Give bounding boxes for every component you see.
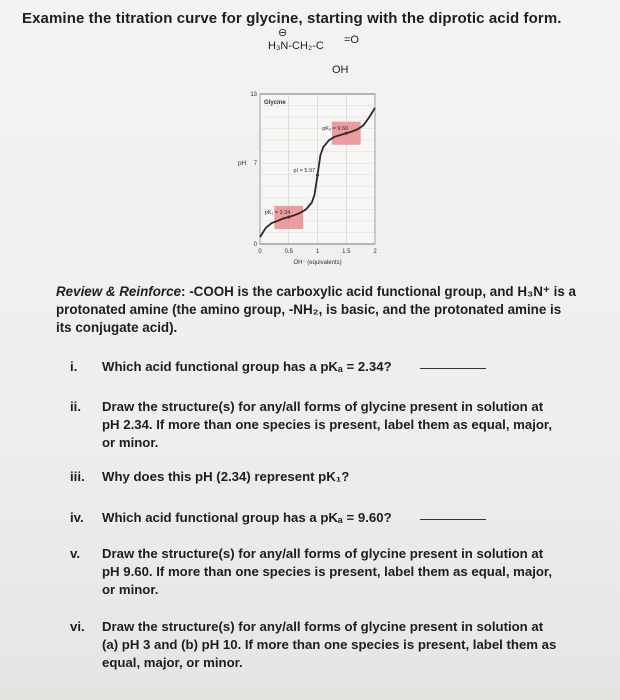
question-number: i. (70, 359, 78, 374)
question-text: Draw the structure(s) for any/all forms of glycine present in solution at pH 2.34. If more than one species is present, label them as equal, major, or minor. (102, 399, 552, 450)
answer-blank[interactable] (420, 518, 486, 520)
page-title: Examine the titration curve for glycine, starting with the diprotic acid form. (22, 10, 562, 27)
annotation-label: pK₂ = 9.60 (322, 126, 349, 133)
structure-formula: H₃N-CH₂-C (268, 40, 324, 52)
titration-chart-svg (230, 84, 390, 269)
question-text: Why does this pH (2.34) represent pK₁? (102, 469, 350, 484)
annotation-label: pI = 5.97 (293, 168, 316, 175)
question-text: Which acid functional group has a pKₐ = 2.34? (102, 359, 392, 374)
question-number: ii. (70, 399, 81, 414)
x-tick-label: 2 (373, 249, 377, 255)
x-tick-label: 1 (315, 249, 320, 255)
structure-hydroxyl: OH (332, 64, 349, 76)
annotation-point (316, 174, 319, 177)
review-text: : -COOH is the carboxylic acid functional group, and H₃N⁺ is a protonated amine (the amino group, -NH₂, is basic, and the protonated amine is its conjugate acid). (56, 284, 576, 335)
x-tick-label: 1.5 (342, 249, 351, 255)
titration-curve-chart (230, 84, 390, 269)
chart-title: Glycine (264, 100, 286, 106)
y-tick-label: 0 (253, 242, 257, 248)
glycine-structure (262, 26, 382, 86)
question-number: iv. (70, 510, 84, 525)
question-text: Draw the structure(s) for any/all forms of glycine present in solution at pH 9.60. If more than one species is present, label them as equal, major, or minor. (102, 546, 552, 597)
question-number: iii. (70, 469, 85, 484)
question-text: Draw the structure(s) for any/all forms of glycine present in solution at (a) pH 3 and (b) pH 10. If more than one species is present, label them as equal, major, or minor. (102, 619, 557, 670)
question-text: Which acid functional group has a pKₐ = 9.60? (102, 510, 392, 525)
page-bottom-edge (0, 688, 620, 700)
x-axis-label: OH⁻ (equivalents) (293, 260, 342, 266)
y-tick-label: 7 (253, 161, 257, 168)
x-tick-label: 0.5 (284, 249, 293, 255)
question-number: vi. (70, 619, 85, 634)
review-lead: Review & Reinforce (56, 284, 182, 299)
y-tick-label: 13 (250, 92, 257, 98)
question-number: v. (70, 546, 81, 561)
answer-blank[interactable] (420, 367, 486, 369)
review-paragraph (56, 283, 576, 337)
negative-charge-symbol: ⊖ (278, 27, 288, 39)
annotation-label: pK₁ = 2.34 (264, 210, 291, 216)
structure-carbonyl-oxygen: =O (344, 34, 359, 46)
y-axis-label: pH (238, 160, 247, 167)
x-tick-label: 0 (258, 249, 262, 255)
